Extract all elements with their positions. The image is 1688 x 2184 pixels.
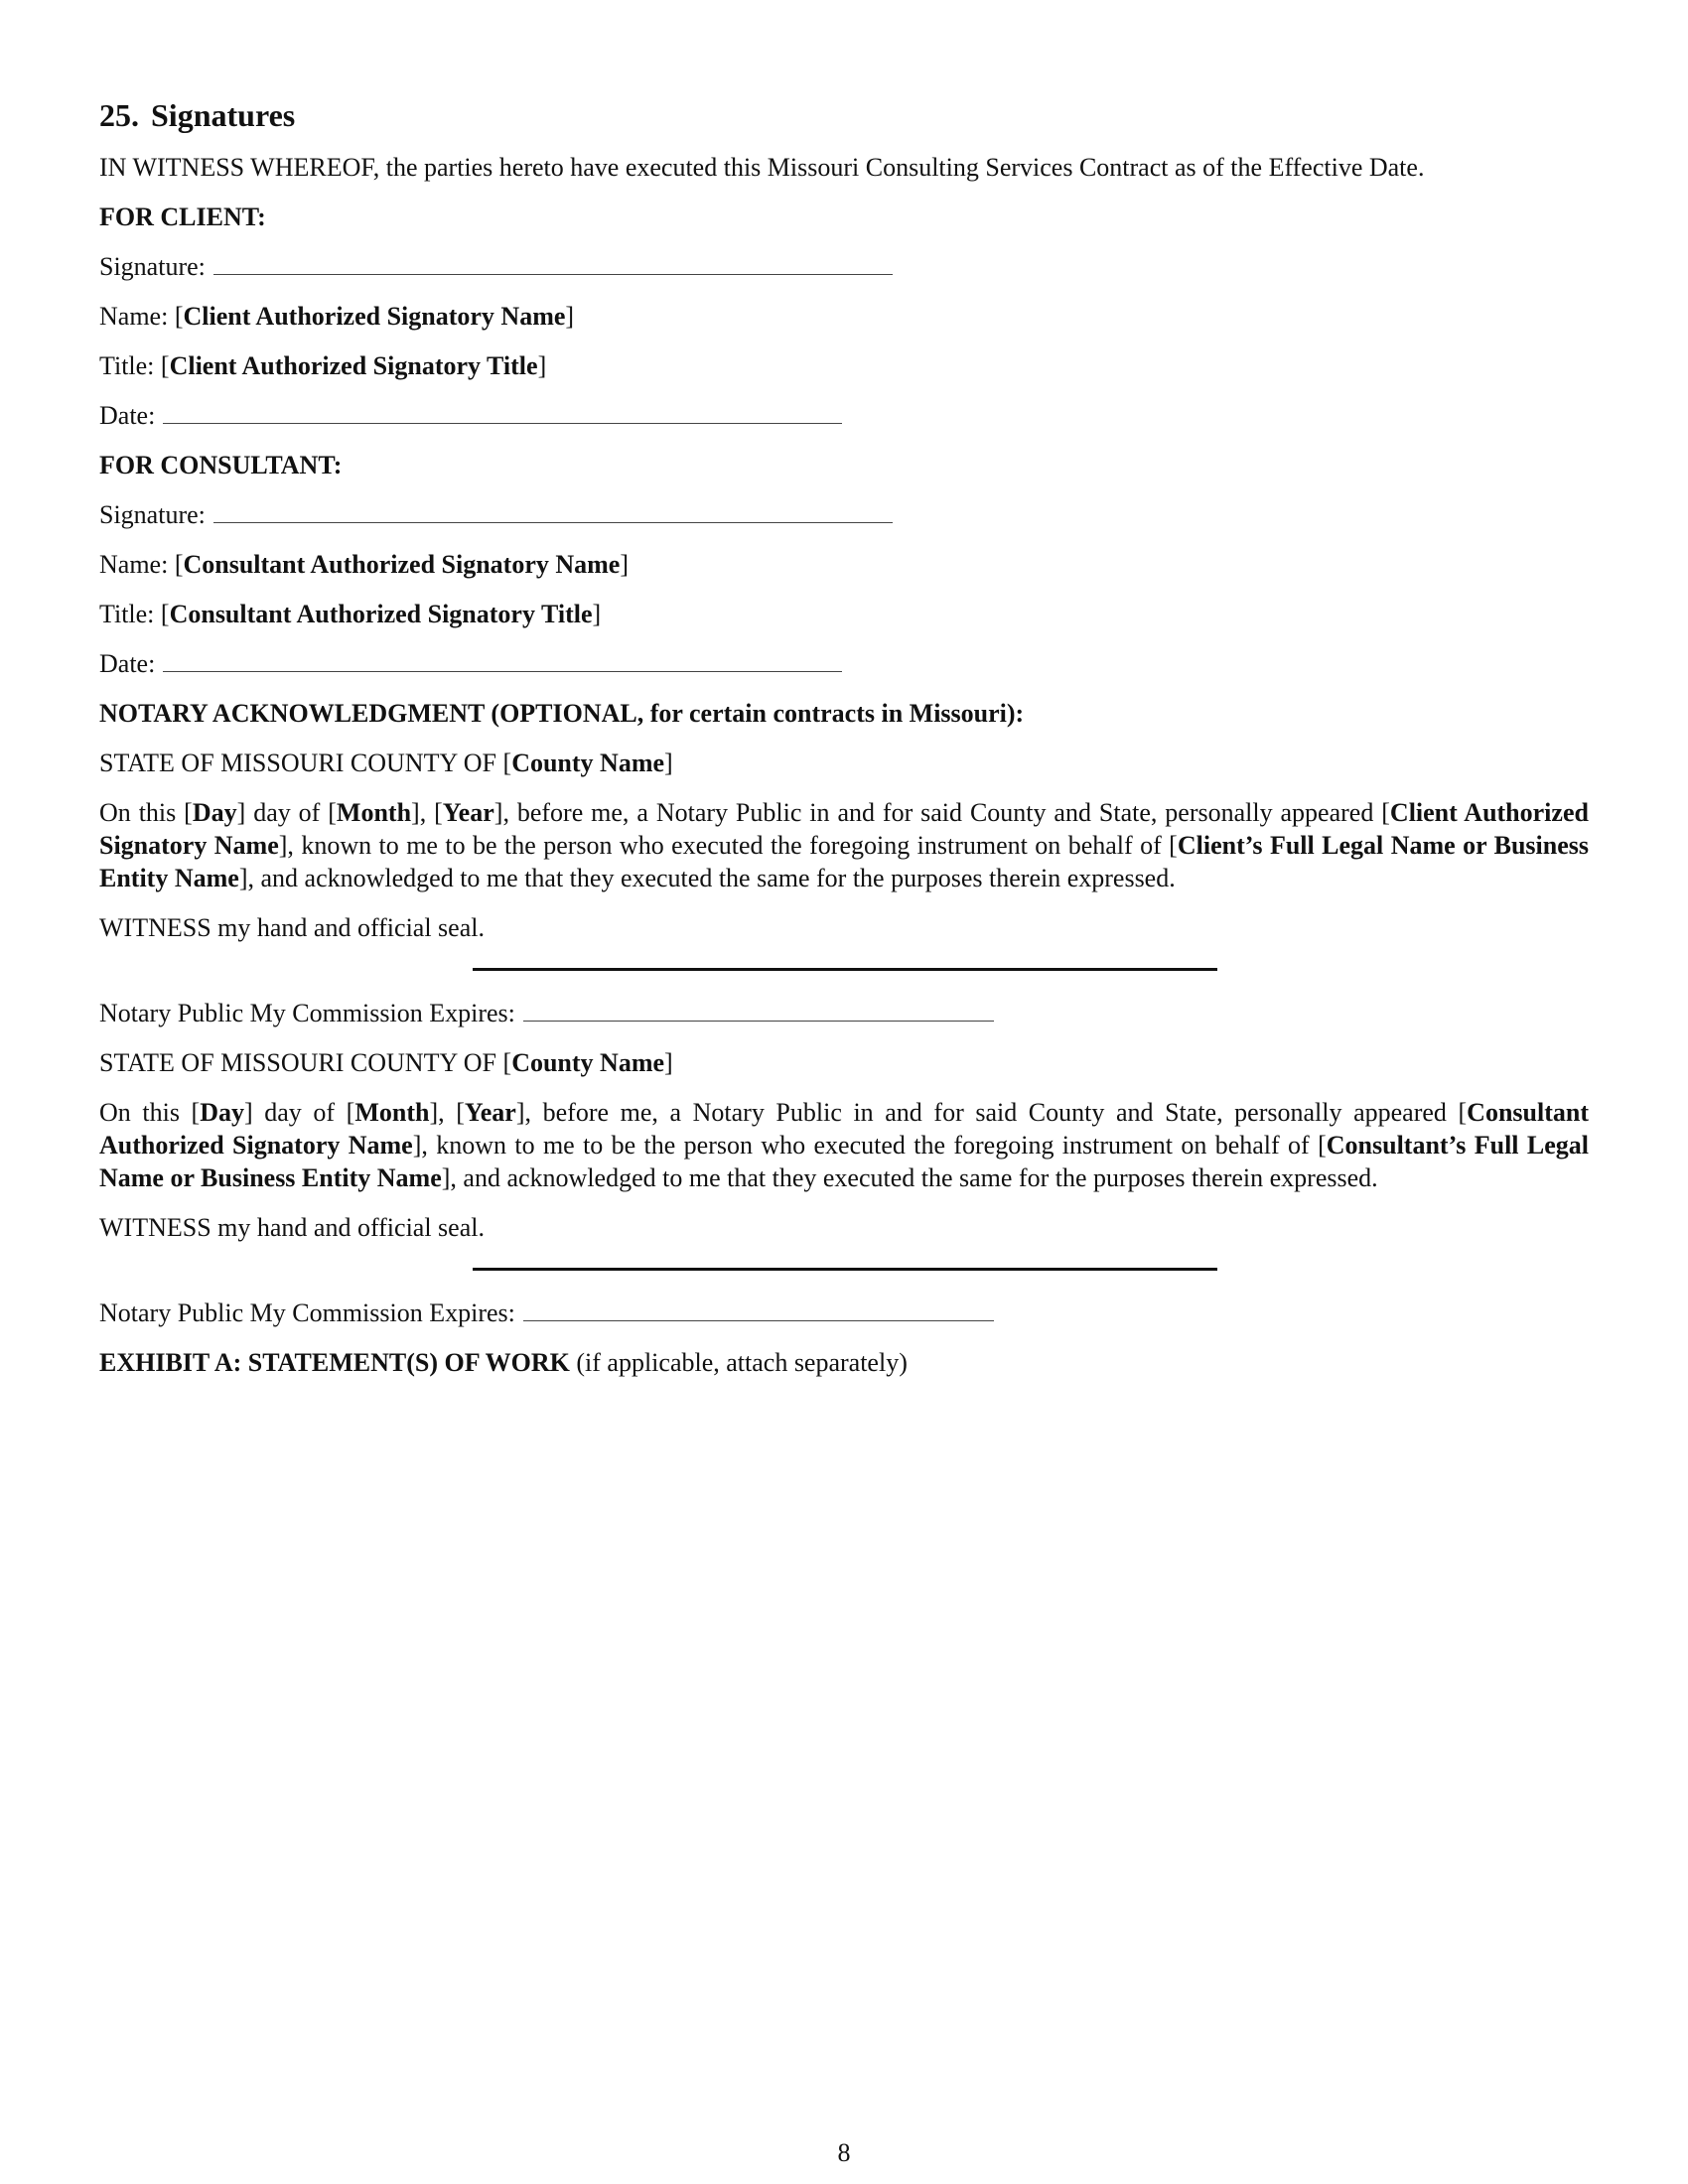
notary2-entity-placeholder: Consultant’s Full Legal Name or Business Entity Name bbox=[99, 1131, 1589, 1192]
notary-heading: NOTARY ACKNOWLEDGMENT (OPTIONAL, for certain contracts in Missouri): bbox=[99, 699, 1025, 728]
consultant-title-placeholder: Consultant Authorized Signatory Title bbox=[169, 600, 593, 628]
client-heading: FOR CLIENT: bbox=[99, 203, 266, 231]
section-number: 25. bbox=[99, 97, 139, 133]
exhibit-title: EXHIBIT A: STATEMENT(S) OF WORK bbox=[99, 1348, 570, 1377]
client-signature-row bbox=[99, 250, 1589, 283]
consultant-heading: FOR CONSULTANT: bbox=[99, 451, 343, 479]
section-heading bbox=[99, 95, 1589, 135]
client-signature-line[interactable] bbox=[213, 273, 893, 275]
section-title: Signatures bbox=[151, 97, 296, 133]
consultant-signature-label: Signature: bbox=[99, 500, 206, 529]
notary1-day-placeholder: Day bbox=[192, 798, 237, 827]
notary1-state-county: STATE OF MISSOURI COUNTY OF [County Name] bbox=[99, 749, 673, 777]
notary1-month-placeholder: Month bbox=[336, 798, 412, 827]
notary2-state-county-label: STATE OF MISSOURI COUNTY OF bbox=[99, 1048, 497, 1077]
notary2-day-of: day of bbox=[264, 1098, 336, 1127]
consultant-date-row bbox=[99, 647, 1589, 680]
notary2-commission-row bbox=[99, 1297, 1589, 1329]
client-name-row: Name: [Client Authorized Signatory Name] bbox=[99, 302, 575, 331]
consultant-title-label: Title: bbox=[99, 600, 155, 628]
client-title-row: Title: [Client Authorized Signatory Title] bbox=[99, 351, 547, 380]
notary2-witness: WITNESS my hand and official seal. bbox=[99, 1213, 485, 1242]
client-title-placeholder: Client Authorized Signatory Title bbox=[169, 351, 538, 380]
consultant-date-label: Date: bbox=[99, 649, 156, 678]
consultant-date-line[interactable] bbox=[163, 670, 842, 672]
notary2-before-me: , before me, a Notary Public in and for said County and State, personally appeared bbox=[524, 1098, 1447, 1127]
notary2-month-placeholder: Month bbox=[354, 1098, 430, 1127]
notary1-signature-line[interactable] bbox=[473, 968, 1217, 971]
document-page bbox=[99, 95, 1589, 1396]
consultant-signature-row bbox=[99, 498, 1589, 531]
client-name-placeholder: Client Authorized Signatory Name bbox=[183, 302, 566, 331]
notary2-known: , known to me to be the person who executed the foregoing instrument on behalf of bbox=[421, 1131, 1310, 1160]
notary2-signatory-placeholder: Consultant Authorized Signatory Name bbox=[99, 1098, 1589, 1160]
page-number: 8 bbox=[837, 2138, 851, 2167]
notary1-commission-row bbox=[99, 997, 1589, 1029]
client-signature-label: Signature: bbox=[99, 252, 206, 281]
notary2-acknowledgment: On this [Day] day of [Month], [Year], before me, a Notary Public in and for said County and State, personally appeared [Consultant Authorized Signatory Name], known to me to be the person who executed the foregoing instrument on behalf of [Consultant’s Full Legal Name or Business Entity Name], and acknowledged to me that they executed the same for the purposes therein expressed. bbox=[99, 1098, 1589, 1192]
notary1-year-placeholder: Year bbox=[442, 798, 494, 827]
consultant-signature-line[interactable] bbox=[213, 521, 893, 523]
notary1-signatory-placeholder: Client Authorized Signatory Name bbox=[99, 798, 1589, 860]
notary2-on-this: On this bbox=[99, 1098, 180, 1127]
witness-intro: IN WITNESS WHEREOF, the parties hereto have executed this Missouri Consulting Services Contract as of the Effective Date. bbox=[99, 153, 1425, 182]
notary2-commission-line[interactable] bbox=[523, 1319, 994, 1321]
notary2-year-placeholder: Year bbox=[464, 1098, 516, 1127]
notary1-commission-label: Notary Public My Commission Expires: bbox=[99, 999, 515, 1027]
exhibit-row bbox=[99, 1346, 1589, 1379]
notary2-county-placeholder: County Name bbox=[511, 1048, 665, 1077]
notary1-day-of: day of bbox=[253, 798, 321, 827]
notary2-day-placeholder: Day bbox=[200, 1098, 244, 1127]
notary1-known: , known to me to be the person who executed the foregoing instrument on behalf of bbox=[287, 831, 1162, 860]
notary1-before-me: , before me, a Notary Public in and for said County and State, personally appeared bbox=[502, 798, 1374, 827]
client-name-label: Name: bbox=[99, 302, 169, 331]
notary1-on-this: On this bbox=[99, 798, 177, 827]
notary2-acknowledged: , and acknowledged to me that they executed the same for the purposes therein expressed. bbox=[450, 1163, 1378, 1192]
notary2-state-county: STATE OF MISSOURI COUNTY OF [County Name] bbox=[99, 1048, 673, 1077]
consultant-title-row: Title: [Consultant Authorized Signatory Title] bbox=[99, 600, 602, 628]
notary1-state-county-label: STATE OF MISSOURI COUNTY OF bbox=[99, 749, 497, 777]
notary1-acknowledged: , and acknowledged to me that they executed the same for the purposes therein expressed. bbox=[247, 864, 1176, 892]
notary1-commission-line[interactable] bbox=[523, 1020, 994, 1022]
notary1-acknowledgment: On this [Day] day of [Month], [Year], before me, a Notary Public in and for said County and State, personally appeared [Client Authorized Signatory Name], known to me to be the person who executed the foregoing instrument on behalf of [Client’s Full Legal Name or Business Entity Name], and acknowledged to me that they executed the same for the purposes therein expressed. bbox=[99, 798, 1589, 892]
notary1-entity-placeholder: Client’s Full Legal Name or Business Entity Name bbox=[99, 831, 1589, 892]
consultant-name-label: Name: bbox=[99, 550, 169, 579]
consultant-name-placeholder: Consultant Authorized Signatory Name bbox=[183, 550, 621, 579]
notary2-commission-label: Notary Public My Commission Expires: bbox=[99, 1298, 515, 1327]
client-title-label: Title: bbox=[99, 351, 155, 380]
client-date-row bbox=[99, 399, 1589, 432]
notary2-signature-line[interactable] bbox=[473, 1268, 1217, 1271]
client-date-line[interactable] bbox=[163, 422, 842, 424]
exhibit-note: (if applicable, attach separately) bbox=[576, 1348, 908, 1377]
consultant-name-row: Name: [Consultant Authorized Signatory Name] bbox=[99, 550, 630, 579]
notary1-county-placeholder: County Name bbox=[511, 749, 665, 777]
client-date-label: Date: bbox=[99, 401, 156, 430]
notary1-witness: WITNESS my hand and official seal. bbox=[99, 913, 485, 942]
